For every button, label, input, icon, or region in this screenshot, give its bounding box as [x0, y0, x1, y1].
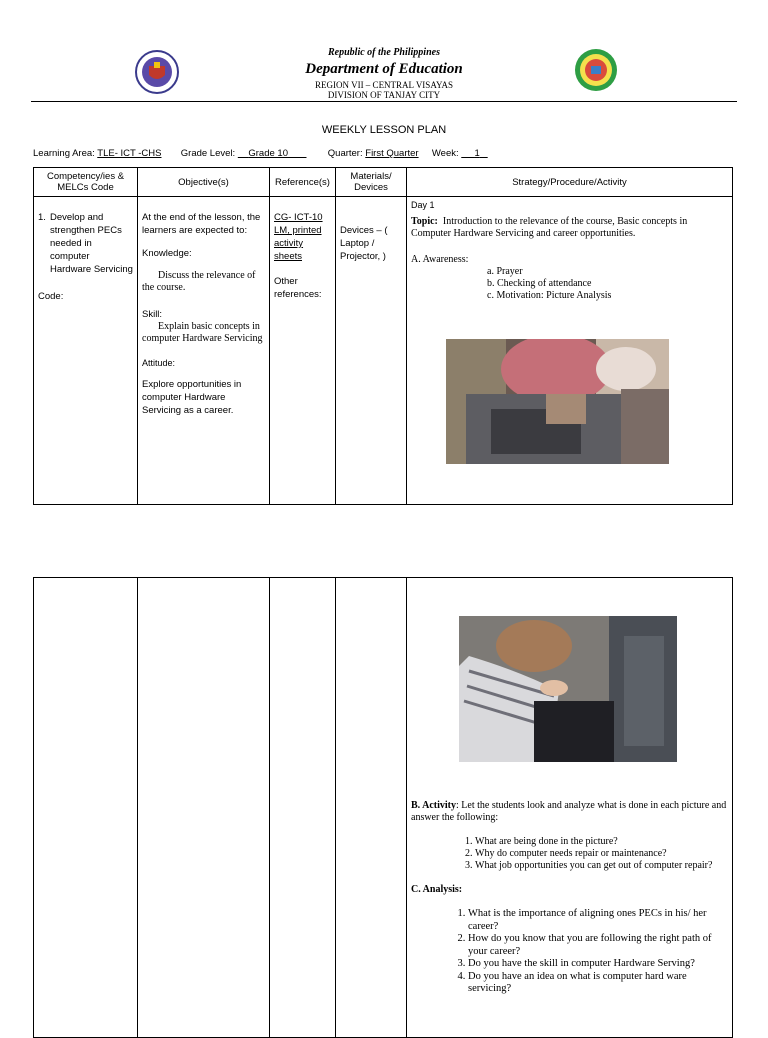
references-cell-2: [270, 578, 336, 1038]
day-label: Day 1: [411, 200, 435, 210]
analysis-label: C. Analysis:: [411, 884, 463, 895]
region-text: REGION VII – CENTRAL VISAYAS: [314, 80, 453, 90]
page-title: WEEKLY LESSON PLAN: [321, 124, 447, 136]
materials-text: Devices – ( Laptop / Projector, ): [340, 225, 388, 262]
materials-cell-2: [336, 578, 407, 1038]
grade-level-label: Grade Level:: [180, 148, 236, 159]
competency-cell: 1. Develop and strengthen PECs needed in computer Hardware Servicing Code:: [34, 197, 138, 505]
topic-label: Topic:: [411, 216, 438, 227]
code-label: Code:: [38, 291, 64, 302]
competency-item: Develop and strengthen PECs needed in computer Hardware Servicing: [50, 212, 133, 275]
skill-label: Skill:: [142, 309, 163, 320]
materials-cell: [336, 197, 407, 505]
awareness-label: A. Awareness:: [411, 254, 469, 265]
division-text: DIVISION OF TANJAY CITY: [327, 90, 441, 100]
header-strategy: Strategy/Procedure/Activity: [407, 168, 733, 197]
learning-area-label: Learning Area:: [33, 148, 95, 159]
knowledge-label: Knowledge:: [142, 248, 192, 259]
department-title: Department of Education: [305, 61, 463, 77]
activity-question: 1. What are being done in the picture?: [475, 836, 728, 848]
quarter-label: Quarter:: [327, 148, 363, 159]
skill-text: Explain basic concepts in computer Hardware Servicing: [142, 321, 263, 344]
republic-text: Republic of the Philippines: [328, 47, 440, 58]
objectives-intro: At the end of the lesson, the learners are expected to:: [142, 212, 261, 236]
awareness-prayer: a. Prayer: [487, 266, 523, 277]
header-competency: Competency/ies & MELCs Code: [34, 168, 138, 197]
awareness-attendance: b. Checking of attendance: [487, 278, 592, 289]
header-materials: Materials/ Devices: [336, 168, 407, 197]
objectives-cell: [138, 197, 270, 505]
activity-questions: [411, 836, 728, 872]
header-objectives: Objective(s): [138, 168, 270, 197]
activity-label: B. Activity: [411, 800, 456, 811]
activity-text: : Let the students look and analyze what is done in each picture and answer the following:: [411, 800, 727, 823]
week-label: Week:: [431, 148, 459, 159]
week-value: 1: [474, 148, 480, 159]
info-line: [33, 147, 488, 160]
learning-area-value: TLE- ICT -CHS: [97, 148, 162, 159]
header-references: Reference(s): [270, 168, 336, 197]
attitude-label: Attitude:: [142, 358, 176, 368]
analysis-questions: [411, 908, 728, 996]
analysis-question: 2. How do you know that you are following the right path of your career?: [468, 933, 728, 958]
analysis-question: 3. Do you have the skill in computer Hardware Serving?: [468, 958, 728, 971]
photo-student-working-on-computer: [459, 616, 677, 762]
reference-other: Other references:: [274, 276, 322, 300]
quarter-value: First Quarter: [365, 148, 419, 159]
activity-question: 2. Why do computer needs repair or maintenance?: [475, 848, 728, 860]
photo-students-repairing-computer: [446, 339, 669, 464]
references-cell: [270, 197, 336, 505]
competency-cell-2: [34, 578, 138, 1038]
objectives-cell-2: [138, 578, 270, 1038]
analysis-question: 4. Do you have an idea on what is computer hard ware servicing?: [468, 971, 728, 996]
topic-text: Introduction to the relevance of the course, Basic concepts in Computer Hardware Servicing and career opportunities.: [411, 216, 688, 239]
reference-main: CG- ICT-10 LM, printed activity sheets: [274, 212, 323, 262]
analysis-question: 1. What is the importance of aligning ones PECs in his/ her career?: [468, 908, 728, 933]
knowledge-text: Discuss the relevance of the course.: [142, 270, 256, 293]
attitude-text: Explore opportunities in computer Hardware Servicing as a career.: [142, 379, 242, 416]
header-divider: [31, 101, 737, 102]
activity-question: 3. What job opportunities you can get out of computer repair?: [475, 860, 728, 872]
awareness-motivation: c. Motivation: Picture Analysis: [487, 290, 612, 301]
grade-level-value: Grade 10: [248, 148, 288, 159]
